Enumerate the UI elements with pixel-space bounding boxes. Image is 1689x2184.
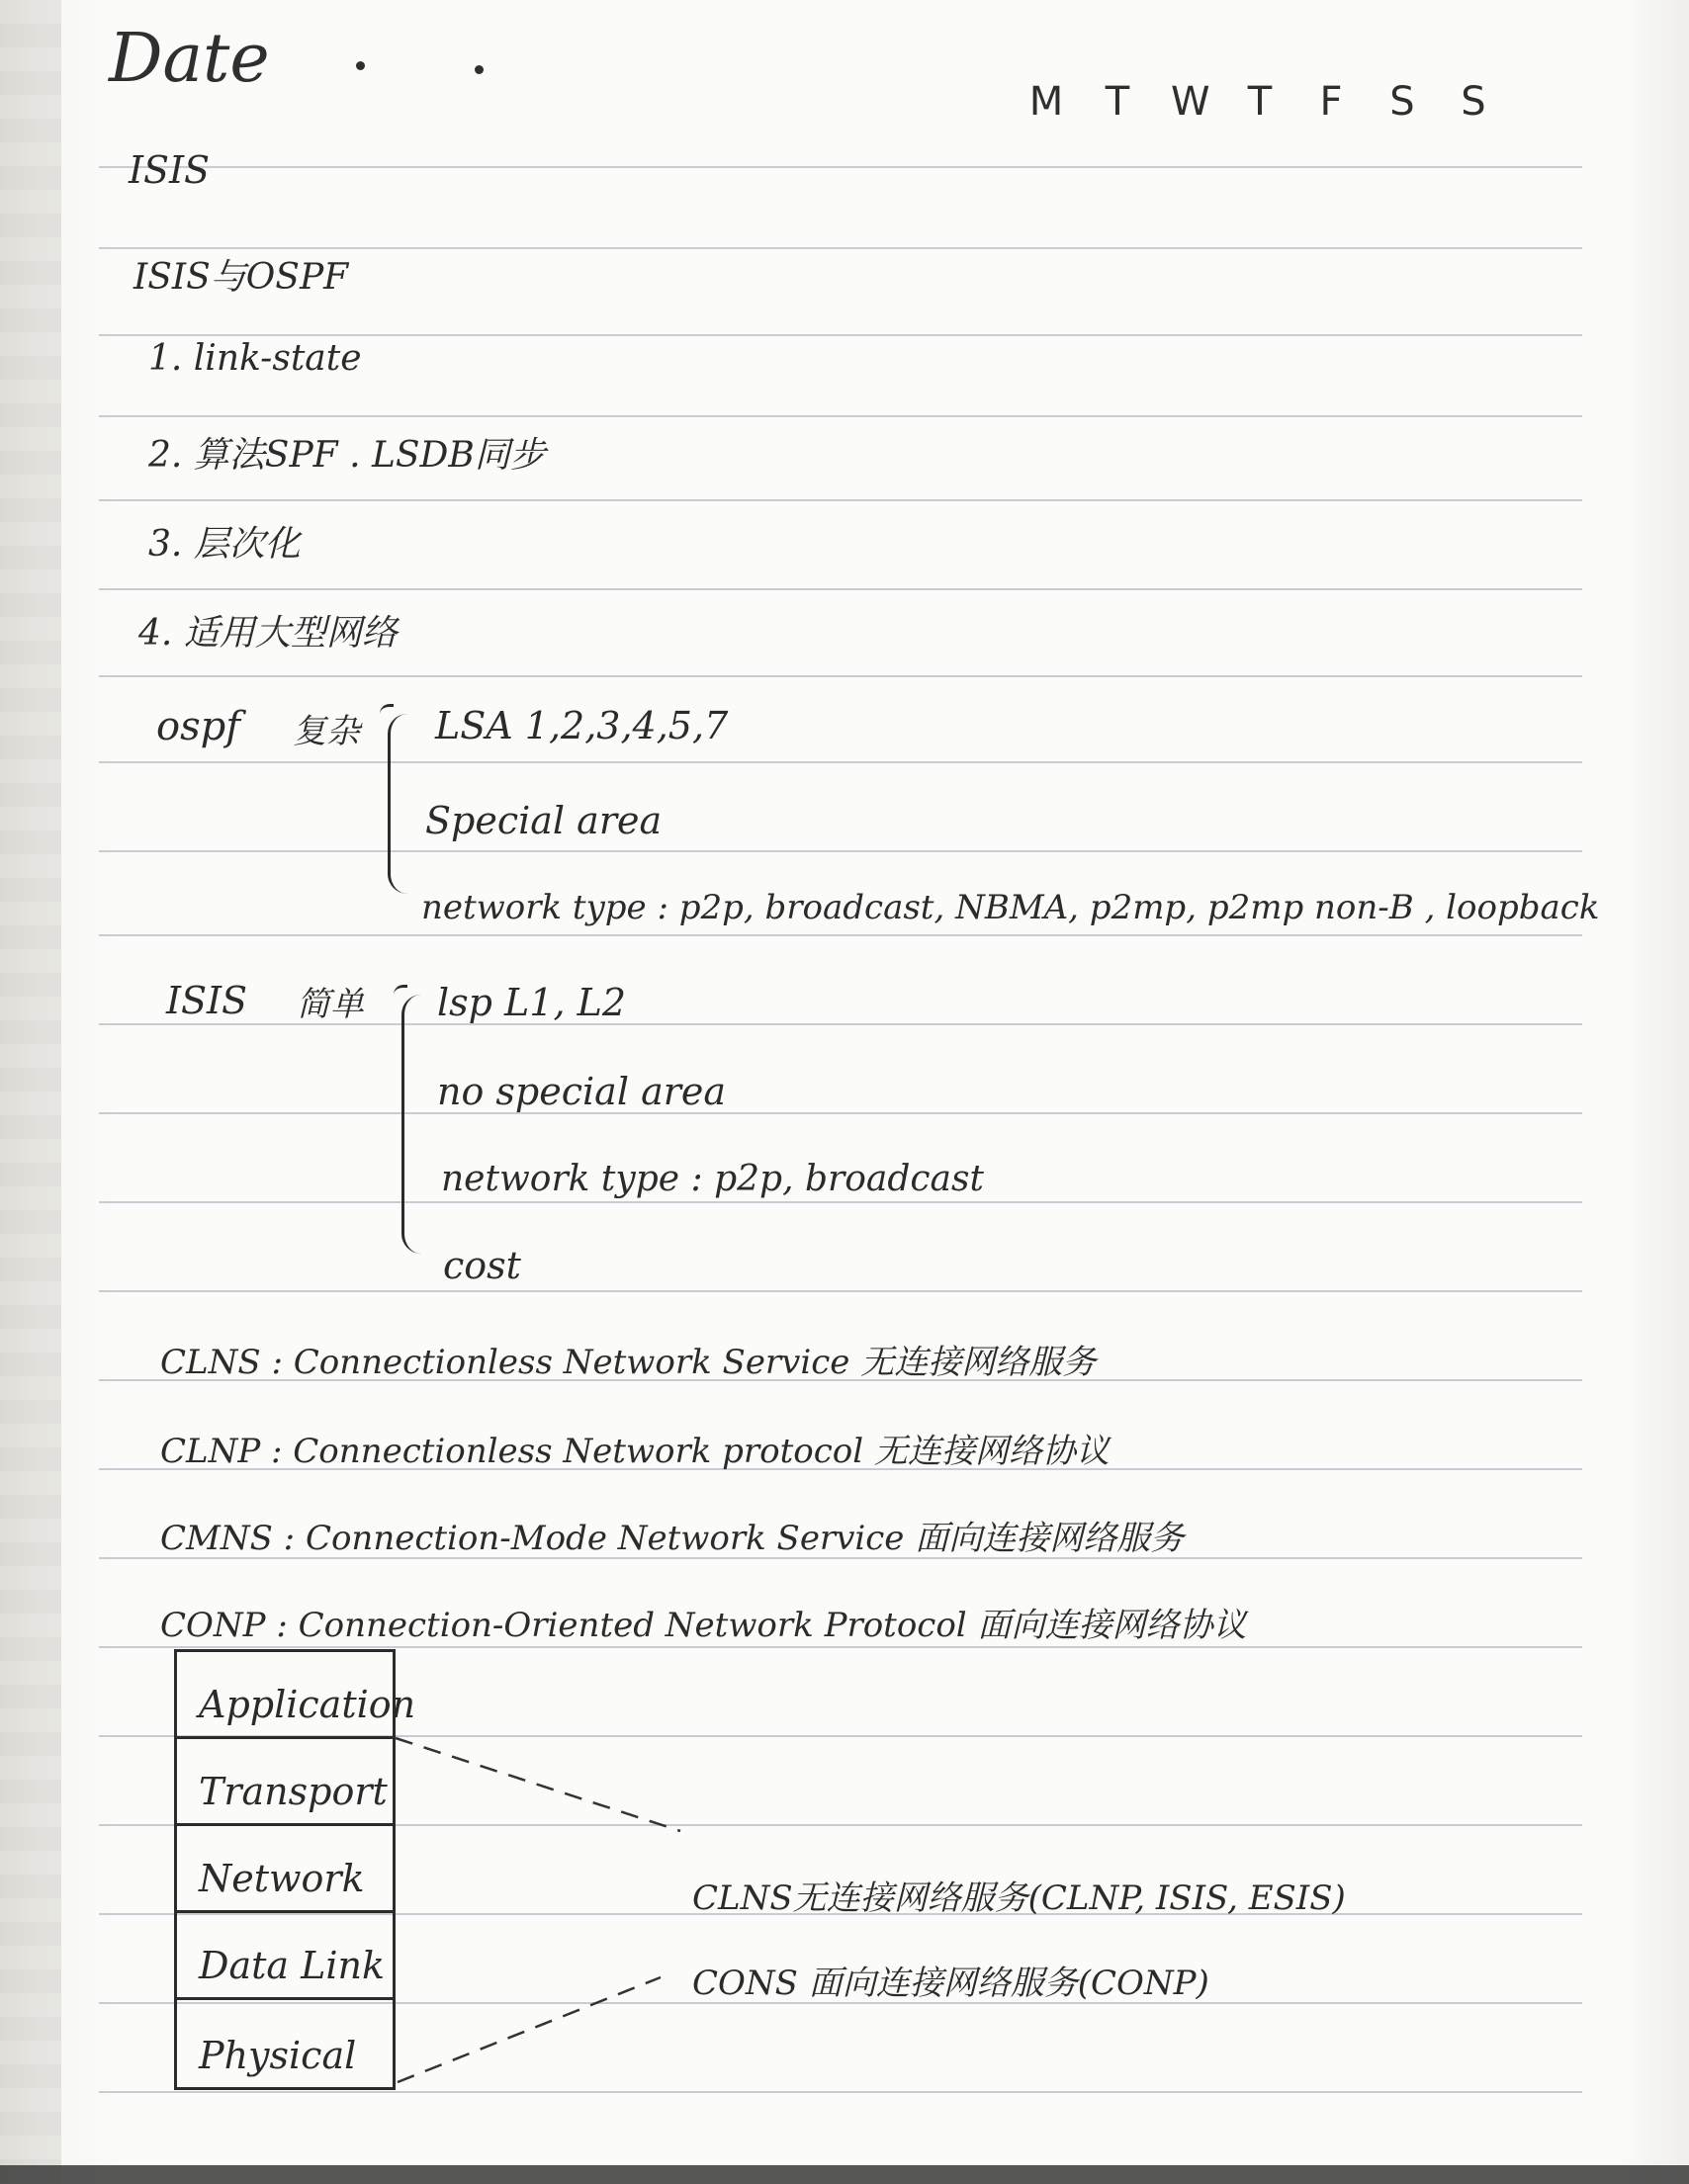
date-label: Date [109,20,270,98]
ospf-item: network type : p2p, broadcast, NBMA, p2mp, p2mp non-B , loopback [421,888,1600,927]
point-item: 2. 算法SPF . LSDB同步 [148,435,546,476]
osi-annotation-cons: CONS 面向连接网络服务(CONP) [692,1964,1209,2003]
osi-layer-label: Network [199,1857,365,1900]
osi-layer-label: Transport [199,1770,388,1813]
isis-item: lsp L1, L2 [437,981,627,1024]
definition-line: CONP : Connection-Oriented Network Protocol 面向连接网络协议 [160,1606,1247,1645]
isis-item: network type : p2p, broadcast [441,1159,984,1199]
note-title: ISIS [129,148,211,192]
ospf-item: LSA 1,2,3,4,5,7 [435,704,729,747]
page-bottom-edge [0,2165,1689,2184]
definition-line: CLNS : Connectionless Network Service 无连接网络服务 [160,1343,1097,1382]
isis-item: no special area [437,1070,727,1113]
isis-label: ISIS [166,979,248,1022]
dashed-connector-lower [398,1977,661,2082]
osi-layer-label: Application [199,1683,416,1726]
isis-descriptor: 简单 [297,985,364,1024]
definition-line: CMNS : Connection-Mode Network Service 面向连接网络服务 [160,1519,1185,1558]
weekday-sun: S [1461,79,1486,125]
ospf-item: Special area [425,799,663,842]
weekday-tue: T [1105,79,1130,125]
point-item: 3. 层次化 [148,524,301,565]
dashed-connector-upper [396,1738,680,1831]
point-item: 1. link-state [148,338,362,379]
definition-line: CLNP : Connectionless Network protocol 无连接网络协议 [160,1432,1110,1471]
note-subtitle: ISIS与OSPF [133,257,349,298]
weekday-wed: W [1171,79,1210,125]
weekday-sat: S [1389,79,1415,125]
osi-layer-label: Physical [199,2034,357,2077]
point-item: 4. 适用大型网络 [138,613,398,654]
ospf-descriptor: 复杂 [293,712,360,751]
osi-layer-label: Data Link [199,1944,386,1987]
ospf-label: ospf [156,704,241,749]
osi-annotation-clns: CLNS无连接网络服务(CLNP, ISIS, ESIS) [692,1878,1346,1918]
isis-item: cost [443,1244,521,1287]
weekday-thu: T [1247,79,1273,125]
weekday-mon: M [1028,79,1064,125]
weekday-fri: F [1319,79,1343,125]
